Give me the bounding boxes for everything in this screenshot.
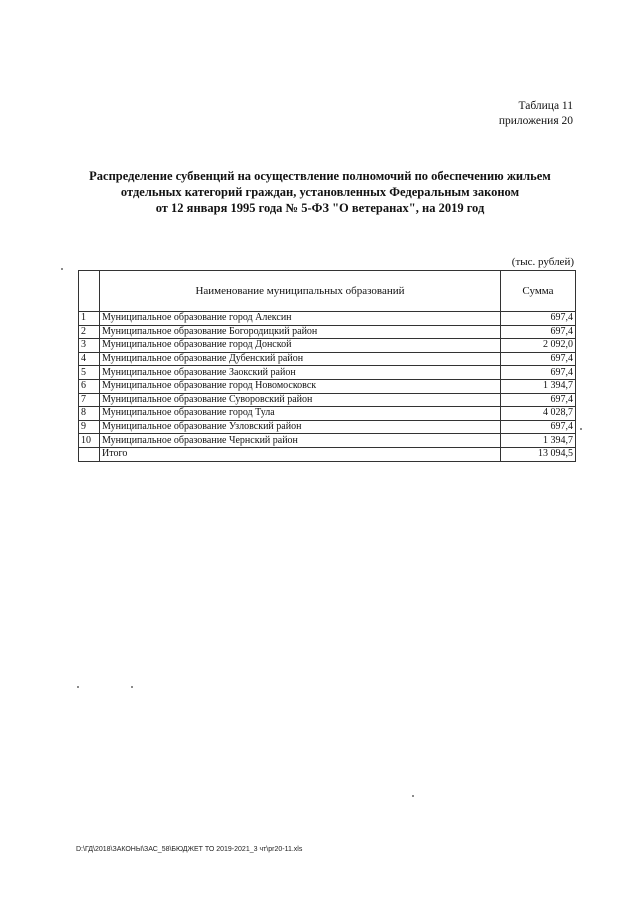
title-line-2: отдельных категорий граждан, установленных Федеральным законом xyxy=(120,185,520,199)
row-sum: 697,4 xyxy=(501,420,576,434)
table-row xyxy=(79,420,576,434)
table-row xyxy=(79,325,576,339)
row-name: Муниципальное образование Заокский район xyxy=(100,366,501,380)
title-line-3: от 12 января 1995 года № 5-ФЗ "О ветеранах", на 2019 год xyxy=(155,201,485,215)
row-num: 4 xyxy=(79,352,100,366)
row-sum: 697,4 xyxy=(501,312,576,326)
row-sum: 1 394,7 xyxy=(501,434,576,448)
total-num xyxy=(79,447,100,461)
row-num: 10 xyxy=(79,434,100,448)
row-name: Муниципальное образование Суворовский район xyxy=(100,393,501,407)
row-sum: 697,4 xyxy=(501,352,576,366)
row-name: Муниципальное образование Узловский район xyxy=(100,420,501,434)
row-num: 6 xyxy=(79,379,100,393)
file-path: D:\ГД\2018\ЗАКОНЫ\ЗАС_58\БЮДЖЕТ ТО 2019-2021_3 чт\pr20-11.xls xyxy=(76,846,303,853)
row-name: Муниципальное образование Богородицкий район xyxy=(100,325,501,339)
header-sum: Сумма xyxy=(501,271,576,312)
scan-speck xyxy=(77,686,79,688)
row-name: Муниципальное образование город Тула xyxy=(100,407,501,421)
title-line-1: Распределение субвенций на осуществление полномочий по обеспечению жильем xyxy=(89,169,551,183)
row-sum: 2 092,0 xyxy=(501,339,576,353)
table-number-label: Таблица 11 xyxy=(518,100,573,112)
row-name: Муниципальное образование город Алексин xyxy=(100,312,501,326)
header-num xyxy=(79,271,100,312)
header-name: Наименование муниципальных образований xyxy=(100,271,501,312)
row-sum: 697,4 xyxy=(501,393,576,407)
scan-speck xyxy=(131,686,133,688)
scan-speck xyxy=(580,428,582,430)
table-row xyxy=(79,393,576,407)
table-total-row xyxy=(79,447,576,461)
table-header-row xyxy=(79,271,576,312)
table-row xyxy=(79,339,576,353)
row-sum: 4 028,7 xyxy=(501,407,576,421)
row-num: 8 xyxy=(79,407,100,421)
table-row xyxy=(79,434,576,448)
total-label: Итого xyxy=(100,447,501,461)
row-sum: 697,4 xyxy=(501,366,576,380)
row-name: Муниципальное образование Чернский район xyxy=(100,434,501,448)
row-sum: 697,4 xyxy=(501,325,576,339)
document-title xyxy=(60,168,580,216)
row-sum: 1 394,7 xyxy=(501,379,576,393)
row-name: Муниципальное образование Дубенский район xyxy=(100,352,501,366)
total-sum: 13 094,5 xyxy=(501,447,576,461)
table-row xyxy=(79,352,576,366)
row-num: 3 xyxy=(79,339,100,353)
row-name: Муниципальное образование город Новомосковск xyxy=(100,379,501,393)
table-row xyxy=(79,407,576,421)
row-num: 1 xyxy=(79,312,100,326)
row-num: 5 xyxy=(79,366,100,380)
row-name: Муниципальное образование город Донской xyxy=(100,339,501,353)
table-reference xyxy=(499,99,573,129)
table-row xyxy=(79,379,576,393)
row-num: 7 xyxy=(79,393,100,407)
row-num: 2 xyxy=(79,325,100,339)
row-num: 9 xyxy=(79,420,100,434)
table-row xyxy=(79,366,576,380)
table-row xyxy=(79,312,576,326)
scan-speck xyxy=(61,268,63,270)
appendix-label: приложения 20 xyxy=(498,115,573,127)
scan-speck xyxy=(412,795,414,797)
units-note: (тыс. рублей) xyxy=(511,256,574,268)
subvention-table xyxy=(78,270,576,462)
